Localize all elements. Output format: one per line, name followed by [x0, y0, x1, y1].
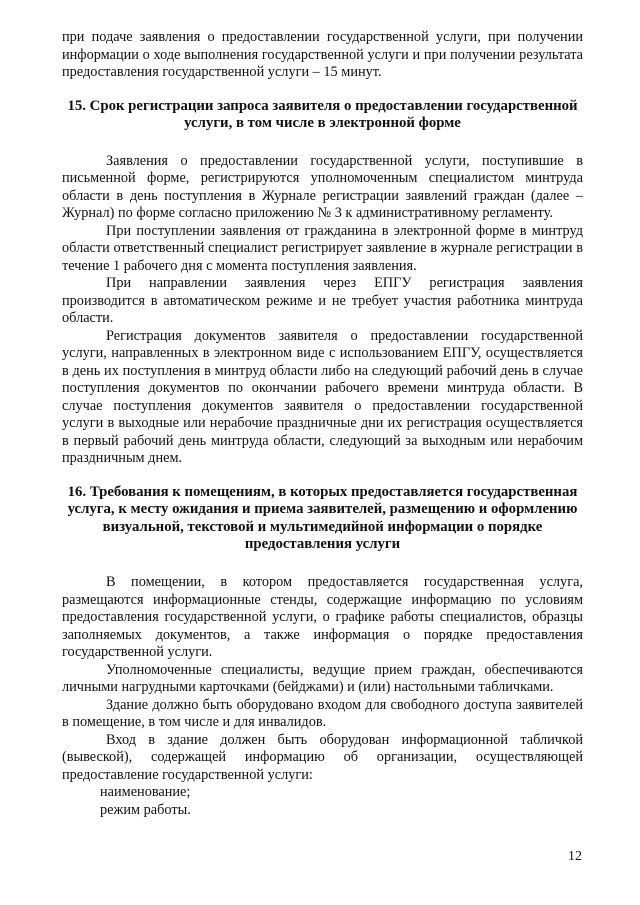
page-number: 12 — [568, 849, 582, 864]
section-16-paragraph-4: Вход в здание должен быть оборудован информационной табличкой (вывеской), содержащей информацию об организации, осуществляющей предоставление государственной услуги: — [62, 731, 583, 783]
section-16-heading: 16. Требования к помещениям, в которых предоставляется государственная услуга, к месту ожидания и приема заявителей, размещению и оформлению визуальной, текстовой и мультимедийной информации о порядке предоставления услуги — [67, 483, 578, 553]
section-16-paragraph-1: В помещении, в котором предоставляется государственная услуга, размещаются информационные стенды, содержащие информацию по условиям предоставления государственной услуги, о графике работы специалистов, образцы заполняемых документов, а также информация о порядке предоставления государственной услуги. — [62, 574, 583, 661]
section-15-paragraph-4: Регистрация документов заявителя о предоставлении государственной услуги, направленных в электронном виде с использованием ЕПГУ, осуществляется в день их поступления в минтруд области либо на следующий рабочий день в случае поступления документов по окончании рабочего времени минтруда области. В случае поступления документов заявителя о предоставлении государственной услуги в выходные или нерабочие праздничные дни их регистрация осуществляется в первый рабочий день минтруда области, следующий за выходным или нерабочим праздничным днем. — [62, 327, 583, 467]
section-15-heading: 15. Срок регистрации запроса заявителя о предоставлении государственной услуги, в том числе в электронной форме — [67, 97, 578, 132]
section-16-paragraph-2: Уполномоченные специалисты, ведущие прием граждан, обеспечиваются личными нагрудными карточками (бейджами) и (или) настольными табличками. — [62, 661, 583, 696]
list-item: режим работы. — [100, 801, 191, 818]
section-15-paragraph-2: При поступлении заявления от гражданина в электронной форме в минтруд области ответственный специалист регистрирует заявление в журнале регистрации в течение 1 рабочего дня с момента поступления заявления. — [62, 222, 583, 274]
list-item: наименование; — [100, 784, 191, 801]
section-15-paragraph-1: Заявления о предоставлении государственной услуги, поступившие в письменной форме, регистрируются уполномоченным специалистом минтруда области в день поступления в Журнале регистрации заявлений граждан (далее – Журнал) по форме согласно приложению № 3 к административному регламенту. — [62, 152, 583, 222]
section-16-paragraph-3: Здание должно быть оборудовано входом для свободного доступа заявителей в помещение, в том числе и для инвалидов. — [62, 696, 583, 731]
section-15-paragraph-3: При направлении заявления через ЕПГУ регистрация заявления производится в автоматическом режиме и не требует участия работника минтруда области. — [62, 275, 583, 327]
document-page — [62, 29, 583, 819]
intro-paragraph: при подаче заявления о предоставлении государственной услуги, при получении информации о ходе выполнения государственной услуги и при получении результата предоставления государственной услуги – 15 минут. — [62, 29, 583, 80]
